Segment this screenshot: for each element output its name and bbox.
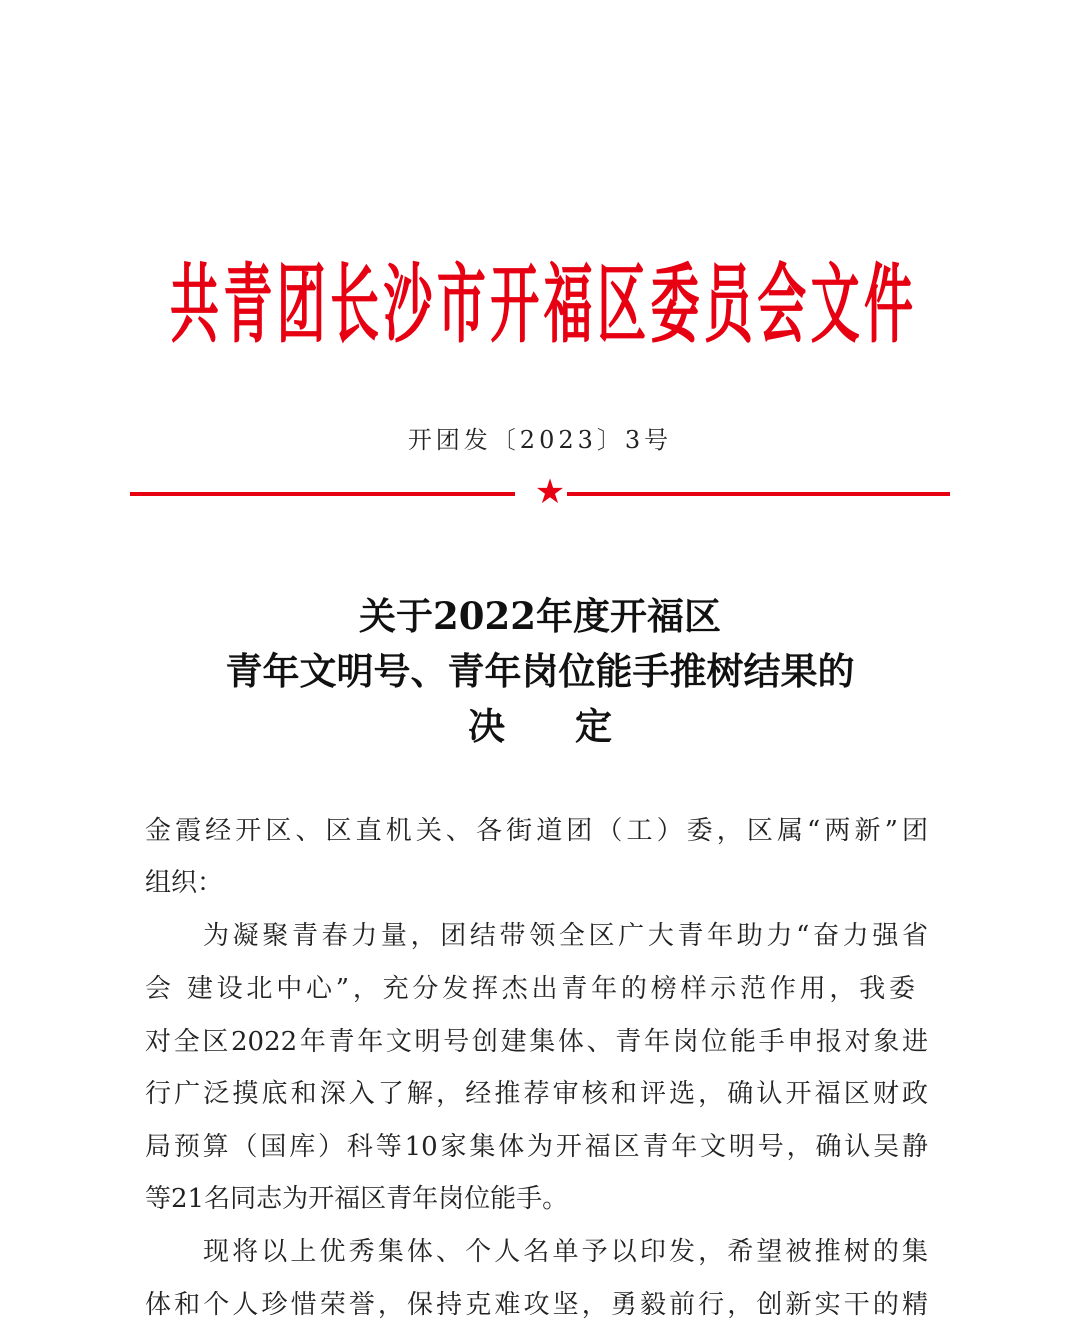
document-number: 开团发〔2023〕3号	[407, 426, 673, 454]
title-char-ding: 定	[575, 704, 612, 748]
red-divider-left	[130, 492, 515, 496]
document-title-line-1: 关于2022年度开福区	[359, 594, 721, 638]
body-line: 现将以上优秀集体、个人名单予以印发，希望被推树的集	[203, 1237, 928, 1267]
body-line: 体和个人珍惜荣誉，保持克难攻坚，勇毅前行，创新实干的精	[145, 1290, 928, 1320]
star-icon: ★	[534, 472, 566, 512]
body-line: 会 建设北中心”，充分发挥杰出青年的榜样示范作用，我委	[145, 974, 915, 1004]
document-masthead: 共青团长沙市开福区委员会文件	[170, 255, 912, 355]
body-line: 为凝聚青春力量，团结带领全区广大青年助力“奋力强省	[203, 921, 928, 951]
document-title-line-2: 青年文明号、青年岗位能手推树结果的	[225, 649, 855, 693]
body-line: 组织：	[145, 868, 224, 898]
body-line: 对全区2022年青年文明号创建集体、青年岗位能手申报对象进	[145, 1027, 928, 1057]
document-title-line-3	[0, 706, 1080, 746]
body-line: 等21名同志为开福区青年岗位能手。	[145, 1184, 569, 1214]
body-line: 局预算（国库）科等10家集体为开福区青年文明号，确认吴静	[145, 1132, 928, 1162]
body-line: 金霞经开区、区直机关、各街道团（工）委，区属“两新”团	[145, 816, 928, 846]
title-char-jue: 决	[468, 704, 505, 748]
red-divider-right	[567, 492, 950, 496]
body-line: 行广泛摸底和深入了解，经推荐审核和评选，确认开福区财政	[145, 1079, 928, 1109]
